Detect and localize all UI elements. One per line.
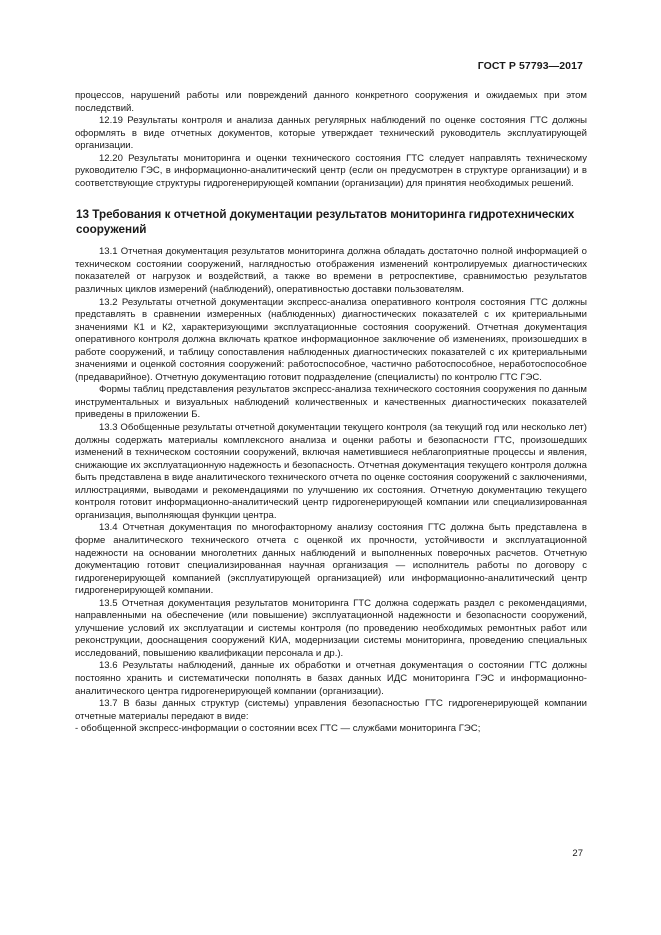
paragraph-12-20: 12.20 Результаты мониторинга и оценки технического состояния ГТС следует направлять техническому руководителю ГЭС, в информационно-аналитический центр (если он предусмотрен в структуре организации) и в соответствующие структуры гидрогенерирующей компании (организации) для принятия необходимых решений. xyxy=(75,152,587,189)
page-body xyxy=(75,90,587,736)
paragraph-13-3: 13.3 Обобщенные результаты отчетной документации текущего контроля (за текущий год или несколько лет) должны содержать материалы комплексного анализа и оценки работы и безопасности ГТС, произошедших изменений в техническом состоянии сооружений, включая наметившиеся неблагоприятные процессы и явления, снижающие их эксплуатационную надежность и безопасность. Отчетная документация текущего контроля должна быть представлена в виде аналитического технического отчета по оценке состояния сооружений с заключениями, иллюстрациями, выводами и рекомендациями по улучшению их состояния. Отчетную документацию текущего контроля готовит информационно-аналитический центр гидрогенерирующей компании или специализированная организация, выполняющая функции центра. xyxy=(75,422,587,521)
paragraph-13-7: 13.7 В базы данных структур (системы) управления безопасностью ГТС гидрогенерирующей компании отчетные материалы передают в виде: xyxy=(75,698,587,722)
page-number: 27 xyxy=(572,848,583,859)
paragraph-13-6: 13.6 Результаты наблюдений, данные их обработки и отчетная документация о состоянии ГТС должны постоянно хранить и систематически пополнять в базах данных ИДС мониторинга ГЭС и информационно-аналитического центра гидрогенерирующей компании (организации). xyxy=(75,660,587,697)
paragraph-13-2: 13.2 Результаты отчетной документации экспресс-анализа оперативного контроля состояния ГТС должны представлять в сравнении измеренных (наблюденных) диагностических показателей с их критериальными значениями К1 и К2, характеризующими эксплуатационные состояния сооружений. Отчетная документация оперативного контроля должна включать краткое информационное заключение об изменениях, произошедших в работе сооружений, и таблицу сопоставления наблюденных диагностических показателей с их критериальными значениями и оценкой состояния сооружений: работоспособное, частично работоспособное, неработоспособное (предаварийное). Отчетную документацию готовит подразделение (специалисты) по контролю ГТС ГЭС. xyxy=(75,296,587,383)
list-item: - обобщенной экспресс-информации о состоянии всех ГТС — службами мониторинга ГЭС; xyxy=(75,723,481,735)
paragraph-13-4: 13.4 Отчетная документация по многофакторному анализу состояния ГТС должна быть представлена в форме аналитического технического отчета с оценкой их прочности, устойчивости и эксплуатационной надежности на основании многолетних данных наблюдений и выполненных поверочных расчетов. Отчетную документацию готовит специализированная научная организация — исполнитель работы по договору с гидрогенерирующей компанией (эксплуатирующей организацией) или информационно-аналитический центр гидрогенерирующей компании. xyxy=(75,522,587,597)
paragraph-13-1: 13.1 Отчетная документация результатов мониторинга должна обладать достаточно полной информацией о техническом состоянии сооружений, наглядностью отображения изменений контролируемых диагностических показателей от нагрузок и воздействий, а также во времени в ретроспективе, сравнимостью результатов различных циклов измерений (наблюдений), оперативностью доставки пользователям. xyxy=(75,246,587,296)
section-13-heading: 13 Требования к отчетной документации результатов мониторинга гидротехнических сооружений xyxy=(76,208,575,237)
paragraph-13-5: 13.5 Отчетная документация результатов мониторинга ГТС должна содержать раздел с рекомендациями, направленными на обеспечение (или повышение) эксплуатационной надежности и безопасности сооружений, улучшение условий их эксплуатации и системы контроля (по проведению необходимых ремонтных работ или реконструкции, дооснащения сооружений КИА, модернизации системы мониторинга, проведению специальных исследований, повышению квалификации персонала и др.). xyxy=(75,597,587,659)
paragraph-continuation: процессов, нарушений работы или повреждений данного конкретного сооружения и ожидаемых при этом последствий. xyxy=(75,90,587,114)
standard-header: ГОСТ Р 57793—2017 xyxy=(477,60,583,72)
paragraph-12-19: 12.19 Результаты контроля и анализа данных регулярных наблюдений по оценке состояния ГТС должны оформлять в виде отчетных документов, которые утверждает технический руководитель эксплуатирующей организации. xyxy=(75,115,587,152)
paragraph-forms-note: Формы таблиц представления результатов экспресс-анализа технического состояния сооружения по данным инструментальных и визуальных наблюдений количественных и качественных диагностических показателей приведены в приложении Б. xyxy=(75,384,587,421)
